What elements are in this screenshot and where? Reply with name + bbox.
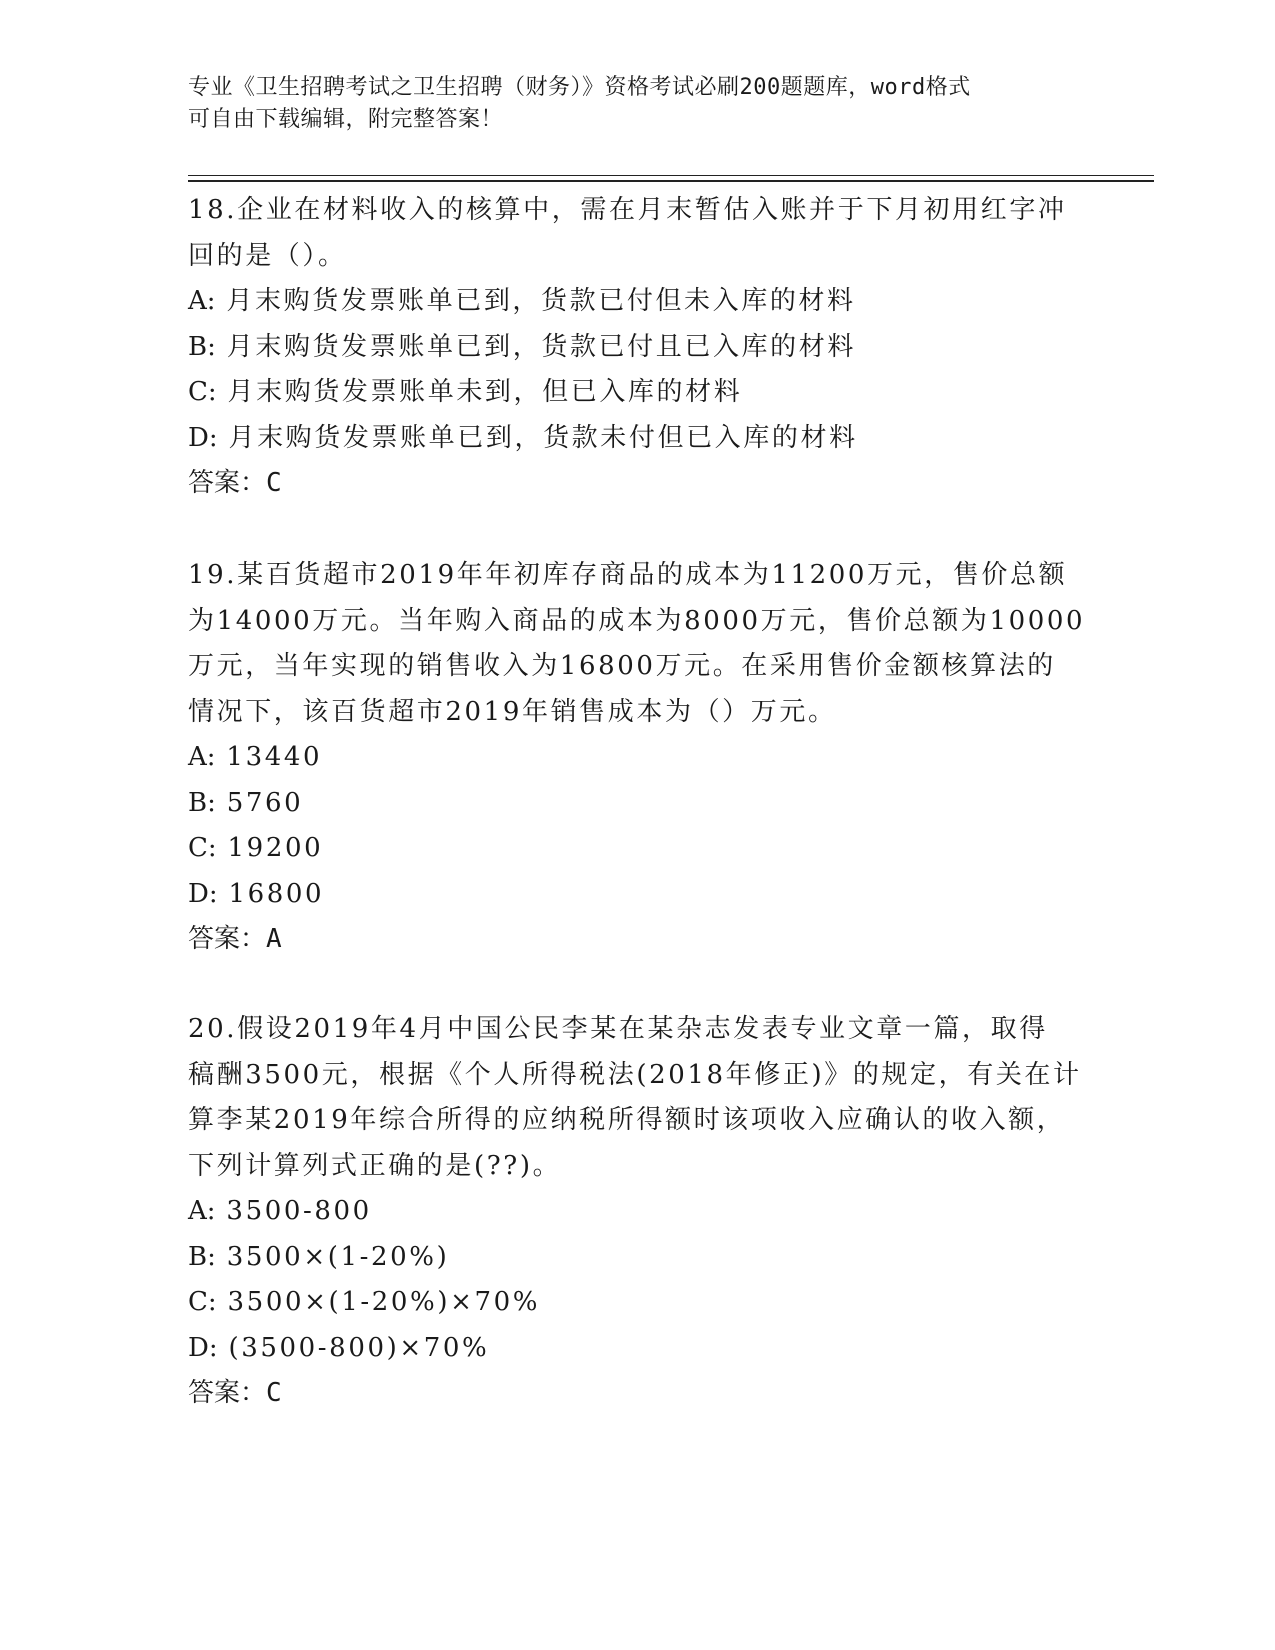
answer-line: 答案：A	[188, 924, 282, 954]
option-c	[188, 826, 1088, 872]
stem-line: 20.假设2019年4月中国公民李某在某杂志发表专业文章一篇，取得	[188, 1014, 1048, 1044]
option-key: B:	[188, 1241, 216, 1272]
stem-line: 18.企业在材料收入的核算中，需在月末暂估入账并于下月初用红字冲	[188, 195, 1067, 225]
option-text: 16800	[228, 878, 325, 909]
question-stem	[188, 188, 1088, 279]
option-text: 月末购货发票账单已到，货款未付但已入库的材料	[228, 422, 858, 453]
option-text: 3500×(1-20%)×70%	[227, 1287, 541, 1317]
option-text: 13440	[226, 742, 323, 772]
option-d	[188, 872, 1088, 918]
header-line-2: 可自由下载编辑，附完整答案！	[188, 107, 504, 132]
option-key: D:	[188, 422, 218, 453]
option-c	[188, 370, 1088, 416]
option-d	[188, 416, 1088, 462]
header-line-1: 专业《卫生招聘考试之卫生招聘（财务）》资格考试必刷200题题库，word格式	[188, 75, 971, 100]
question-stem	[188, 1007, 1088, 1189]
answer-line: 答案：C	[188, 1378, 282, 1408]
option-text: (3500-800)×70%	[228, 1332, 490, 1363]
question-19	[188, 553, 1088, 963]
option-b	[188, 1235, 1088, 1281]
stem-line: 19.某百货超市2019年年初库存商品的成本为11200万元，售价总额	[188, 560, 1068, 590]
option-key: D:	[188, 878, 218, 909]
option-key: C:	[188, 377, 217, 407]
option-c	[188, 1280, 1088, 1326]
answer-line: 答案：C	[188, 468, 282, 498]
option-a	[188, 1189, 1088, 1235]
option-key: A:	[188, 742, 216, 772]
option-key: C:	[188, 1287, 217, 1317]
question-20	[188, 1007, 1088, 1417]
option-text: 月末购货发票账单已到，货款已付且已入库的材料	[226, 331, 856, 362]
stem-line: 情况下，该百货超市2019年销售成本为（）万元。	[188, 696, 837, 727]
option-b	[188, 325, 1088, 371]
option-key: D:	[188, 1332, 218, 1363]
option-key: A:	[188, 1196, 216, 1226]
header-divider-thin	[188, 175, 1154, 176]
document-header	[188, 72, 1088, 136]
option-key: B:	[188, 787, 216, 818]
header-divider-thick	[188, 180, 1154, 182]
option-text: 19200	[227, 833, 324, 863]
stem-line: 稿酬3500元，根据《个人所得税法(2018年修正)》的规定，有关在计	[188, 1059, 1082, 1090]
stem-line: 下列计算列式正确的是(??)。	[188, 1150, 562, 1181]
question-stem	[188, 553, 1088, 735]
option-text: 3500×(1-20%)	[226, 1241, 450, 1272]
option-a	[188, 735, 1088, 781]
option-b	[188, 781, 1088, 827]
option-text: 月末购货发票账单未到，但已入库的材料	[227, 377, 743, 407]
stem-line: 回的是（）。	[188, 240, 347, 271]
option-d	[188, 1326, 1088, 1372]
option-key: C:	[188, 833, 217, 863]
option-a	[188, 279, 1088, 325]
stem-line: 算李某2019年综合所得的应纳税所得额时该项收入应确认的收入额，	[188, 1105, 1066, 1135]
option-text: 5760	[226, 787, 304, 818]
option-key: A:	[188, 286, 216, 316]
question-18	[188, 188, 1088, 507]
option-text: 3500-800	[226, 1196, 372, 1226]
option-text: 月末购货发票账单已到，货款已付但未入库的材料	[226, 286, 856, 316]
stem-line: 为14000万元。当年购入商品的成本为8000万元，售价总额为10000	[188, 605, 1086, 636]
option-key: B:	[188, 331, 216, 362]
stem-line: 万元，当年实现的销售收入为16800万元。在采用售价金额核算法的	[188, 651, 1056, 681]
